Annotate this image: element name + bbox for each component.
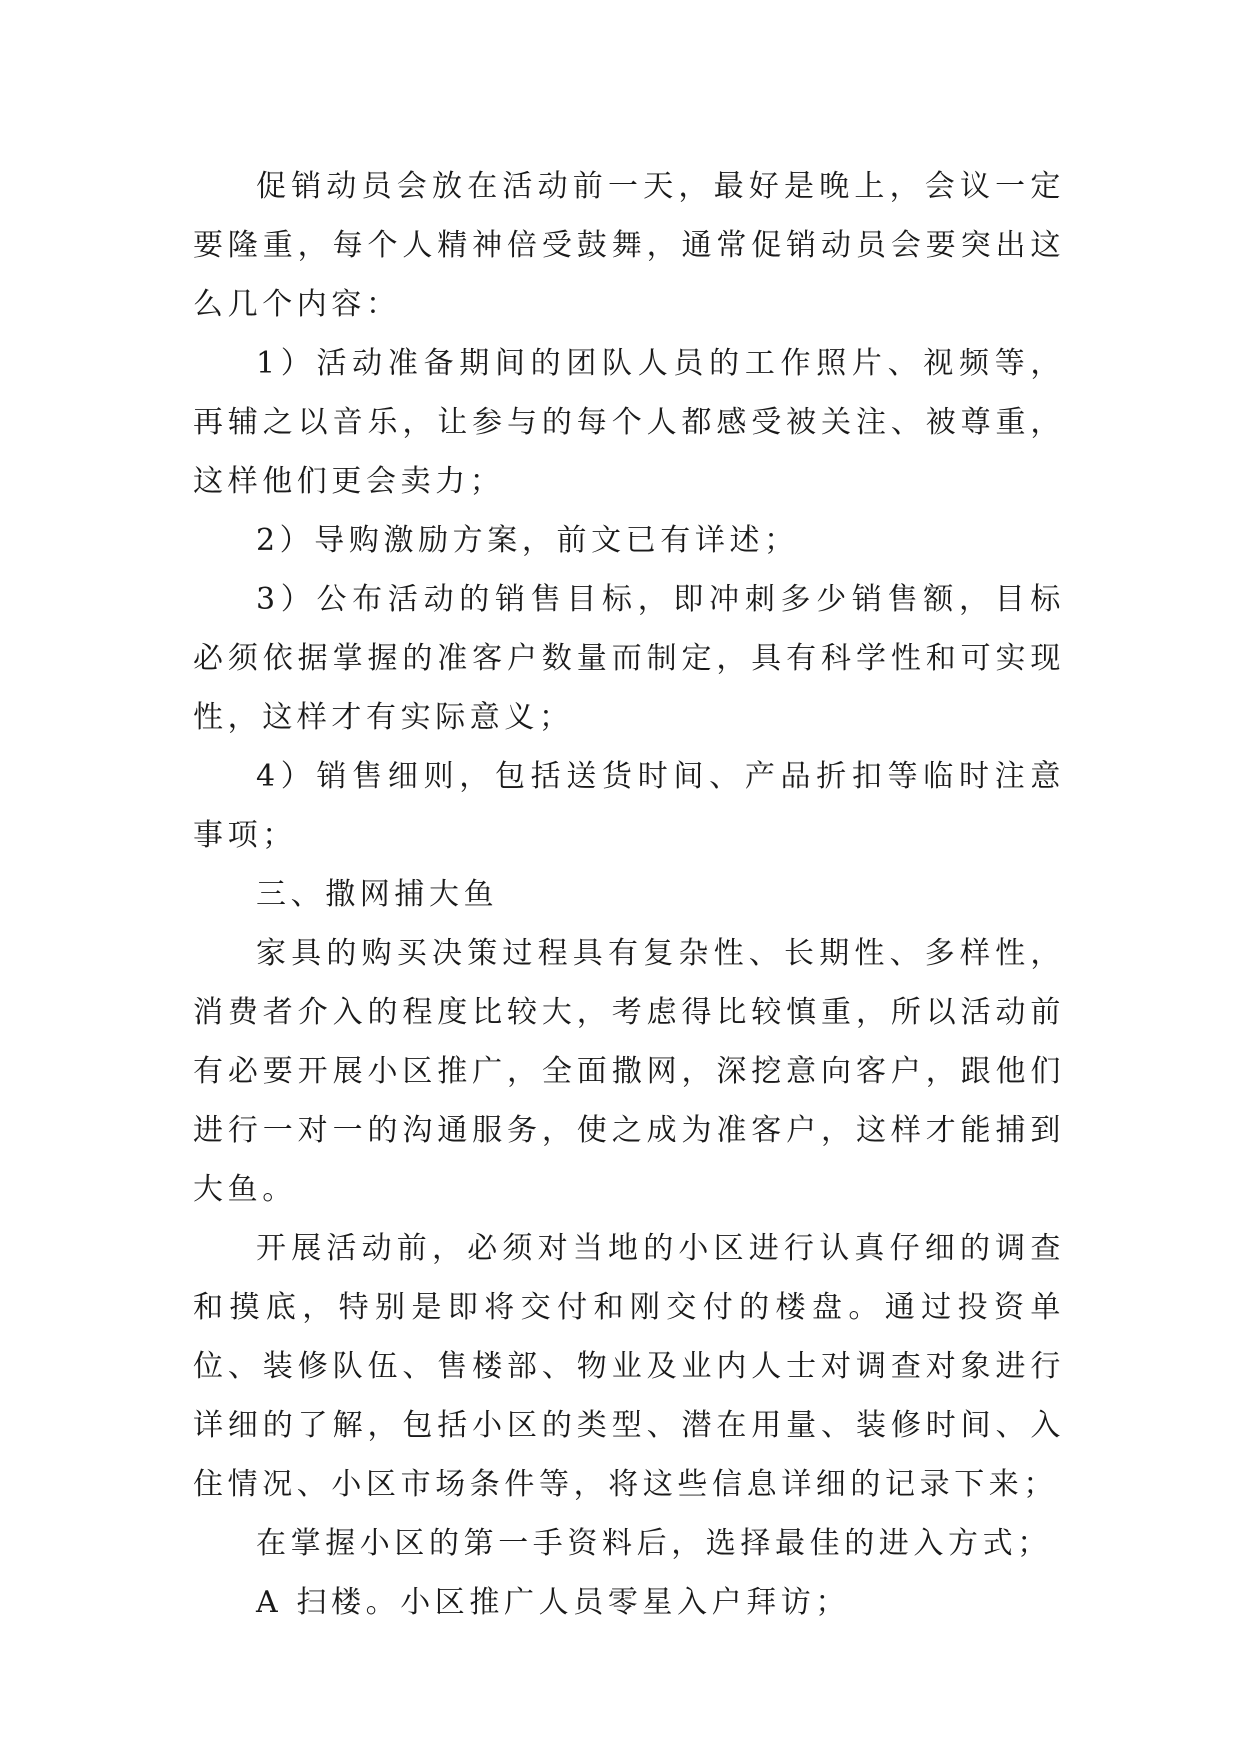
- list-item-3-sales-target: 3）公布活动的销售目标，即冲刺多少销售额，目标必须依据掌握的准客户数量而制定，具有科学性和可实现性，这样才有实际意义；: [193, 582, 1065, 735]
- list-item-4-sales-rules: 4）销售细则，包括送货时间、产品折扣等临时注意事项；: [193, 759, 1065, 853]
- document-page: [193, 157, 1065, 1632]
- list-item-2-incentive-plan: 2）导购激励方案，前文已有详述；: [256, 523, 799, 558]
- list-item-1-team-photos: 1）活动准备期间的团队人员的工作照片、视频等，再辅之以音乐，让参与的每个人都感受被关注、被尊重，这样他们更会卖力；: [193, 346, 1065, 499]
- paragraph-entry-method: 在掌握小区的第一手资料后，选择最佳的进入方式；: [256, 1526, 1052, 1561]
- paragraph-purchase-decision: 家具的购买决策过程具有复杂性、长期性、多样性，消费者介入的程度比较大，考虑得比较慎重，所以活动前有必要开展小区推广，全面撒网，深挖意向客户，跟他们进行一对一的沟通服务，使之成为准客户，这样才能捕到大鱼。: [193, 936, 1065, 1207]
- section-heading-cast-net: 三、撒网捕大鱼: [256, 877, 499, 912]
- paragraph-door-to-door: A 扫楼。小区推广人员零星入户拜访；: [256, 1585, 851, 1620]
- paragraph-community-survey: 开展活动前，必须对当地的小区进行认真仔细的调查和摸底，特别是即将交付和刚交付的楼盘。通过投资单位、装修队伍、售楼部、物业及业内人士对调查对象进行详细的了解，包括小区的类型、潜在用量、装修时间、入住情况、小区市场条件等，将这些信息详细的记录下来；: [193, 1231, 1065, 1502]
- paragraph-mobilization-meeting: 促销动员会放在活动前一天，最好是晚上，会议一定要隆重，每个人精神倍受鼓舞，通常促销动员会要突出这么几个内容：: [193, 169, 1065, 322]
